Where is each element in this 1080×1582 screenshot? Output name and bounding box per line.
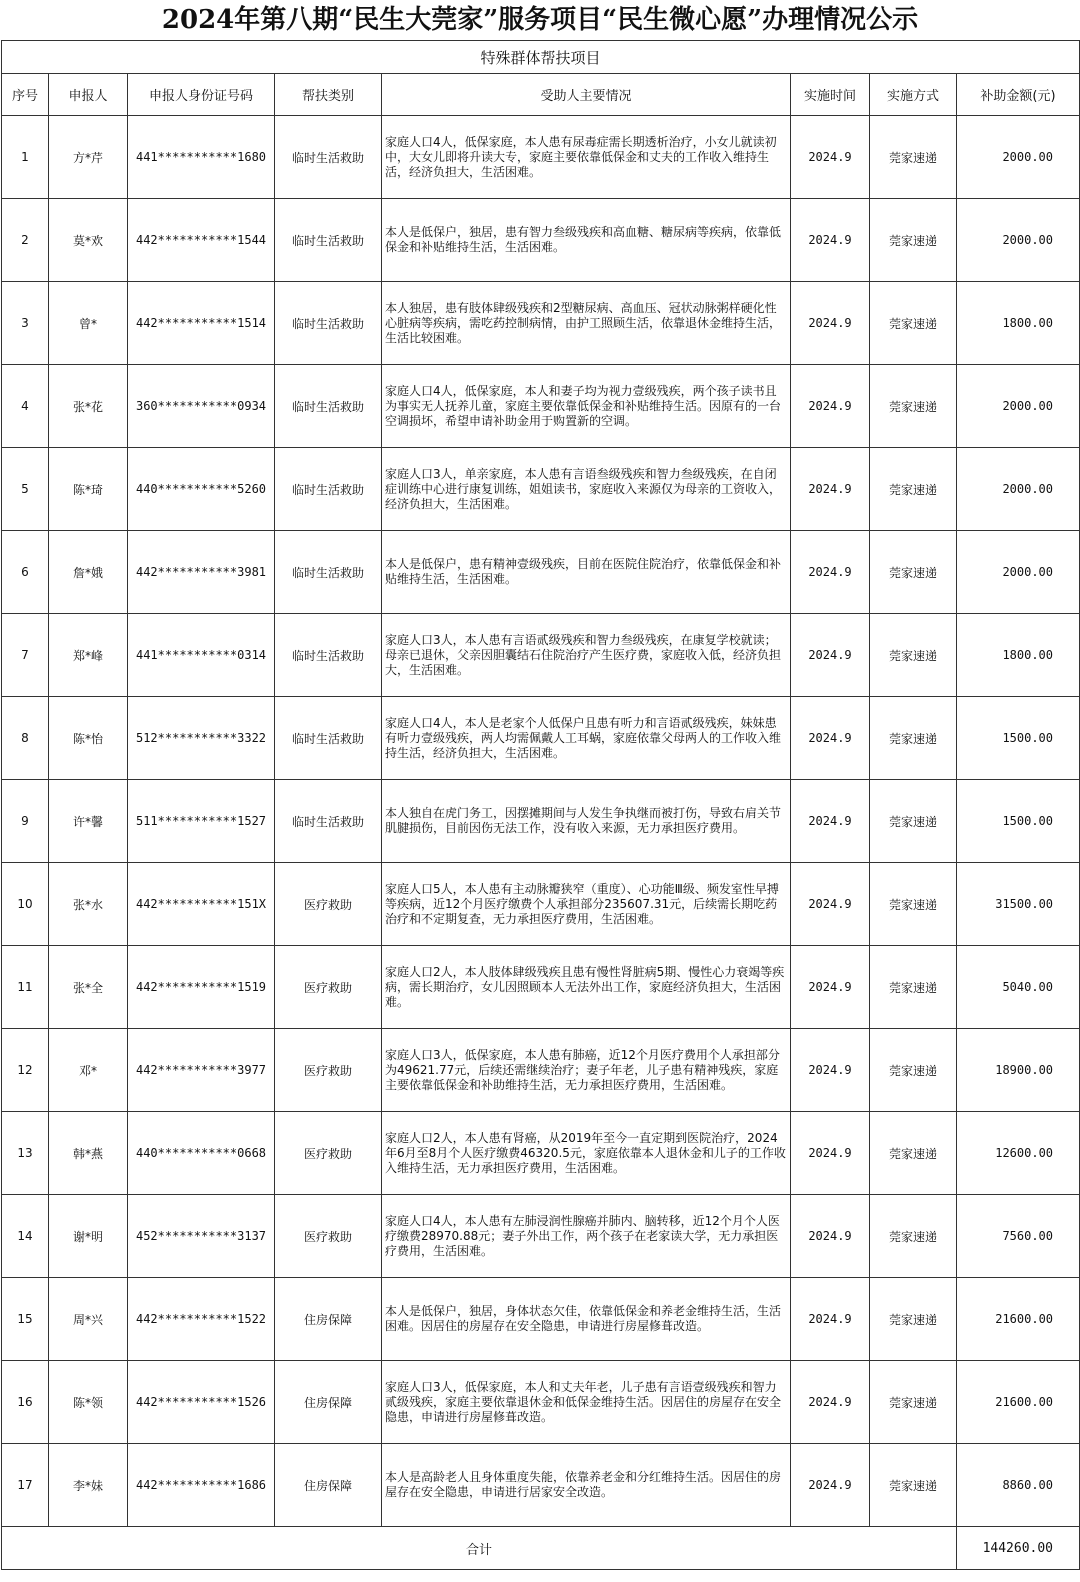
row-applicant: 周*兴 xyxy=(49,1278,128,1361)
row-no: 2 xyxy=(2,199,49,282)
row-situation: 本人独自在虎门务工，因摆摊期间与人发生争执继而被打伤，导致右肩关节肌腱损伤，目前因伤无法工作，没有收入来源，无力承担医疗费用。 xyxy=(382,780,791,863)
table-row xyxy=(2,282,1080,365)
row-method: 莞家速递 xyxy=(870,531,957,614)
table-row xyxy=(2,365,1080,448)
row-amount: 2000.00 xyxy=(957,116,1080,199)
row-time: 2024.9 xyxy=(791,614,870,697)
row-situation: 家庭人口4人，低保家庭，本人和妻子均为视力壹级残疾，两个孩子读书且为事实无人抚养儿童，家庭主要依靠低保金和补贴维持生活。因原有的一台空调损坏，希望申请补助金用于购置新的空调。 xyxy=(382,365,791,448)
row-time: 2024.9 xyxy=(791,1444,870,1527)
row-time: 2024.9 xyxy=(791,448,870,531)
row-applicant: 韩*燕 xyxy=(49,1112,128,1195)
row-situation: 家庭人口4人，低保家庭，本人患有尿毒症需长期透析治疗，小女儿就读初中，大女儿即将升读大专，家庭主要依靠低保金和丈夫的工作收入维持生活，经济负担大，生活困难。 xyxy=(382,116,791,199)
row-time: 2024.9 xyxy=(791,1112,870,1195)
row-no: 5 xyxy=(2,448,49,531)
row-no: 16 xyxy=(2,1361,49,1444)
row-method: 莞家速递 xyxy=(870,116,957,199)
row-applicant: 陈*怡 xyxy=(49,697,128,780)
row-no: 3 xyxy=(2,282,49,365)
row-situation: 家庭人口3人，低保家庭，本人和丈夫年老，儿子患有言语壹级残疾和智力贰级残疾，家庭主要依靠退休金和低保金维持生活。因居住的房屋存在安全隐患，申请进行房屋修葺改造。 xyxy=(382,1361,791,1444)
row-no: 11 xyxy=(2,946,49,1029)
table-row xyxy=(2,946,1080,1029)
header-amount: 补助金额(元) xyxy=(957,74,1080,116)
row-category: 住房保障 xyxy=(275,1361,382,1444)
header-row xyxy=(2,74,1080,116)
row-amount: 1800.00 xyxy=(957,614,1080,697)
row-amount: 21600.00 xyxy=(957,1278,1080,1361)
header-applicant: 申报人 xyxy=(49,74,128,116)
row-situation: 家庭人口3人，低保家庭，本人患有肺癌，近12个月医疗费用个人承担部分为49621.77元，后续还需继续治疗；妻子年老，儿子患有精神残疾，家庭主要依靠低保金和补助维持生活，无力承担医疗费用，生活困难。 xyxy=(382,1029,791,1112)
row-applicant: 曾* xyxy=(49,282,128,365)
row-category: 临时生活救助 xyxy=(275,282,382,365)
row-method: 莞家速递 xyxy=(870,448,957,531)
row-applicant: 陈*领 xyxy=(49,1361,128,1444)
table-row xyxy=(2,531,1080,614)
row-category: 医疗救助 xyxy=(275,863,382,946)
row-situation: 家庭人口4人，本人是老家个人低保户且患有听力和言语贰级残疾，妹妹患有听力壹级残疾，两人均需佩戴人工耳蜗，家庭依靠父母两人的工作收入维持生活，经济负担大，生活困难。 xyxy=(382,697,791,780)
row-amount: 5040.00 xyxy=(957,946,1080,1029)
row-applicant: 陈*琦 xyxy=(49,448,128,531)
row-situation: 本人是低保户，独居，患有智力叁级残疾和高血糖、糖尿病等疾病，依靠低保金和补贴维持生活，生活困难。 xyxy=(382,199,791,282)
row-id-number: 440***********5260 xyxy=(128,448,275,531)
table-row xyxy=(2,199,1080,282)
table-row xyxy=(2,1029,1080,1112)
row-method: 莞家速递 xyxy=(870,199,957,282)
row-amount: 21600.00 xyxy=(957,1361,1080,1444)
row-applicant: 詹*娥 xyxy=(49,531,128,614)
row-amount: 31500.00 xyxy=(957,863,1080,946)
row-category: 临时生活救助 xyxy=(275,199,382,282)
row-method: 莞家速递 xyxy=(870,282,957,365)
row-no: 13 xyxy=(2,1112,49,1195)
table-row xyxy=(2,448,1080,531)
row-situation: 家庭人口2人，本人患有肾癌，从2019年至今一直定期到医院治疗，2024年6月至8月个人医疗缴费46320.5元，家庭依靠本人退休金和儿子的工作收入维持生活，无力承担医疗费用，生活困难。 xyxy=(382,1112,791,1195)
row-situation: 家庭人口4人，本人患有左肺浸润性腺癌并肺内、脑转移，近12个月个人医疗缴费28970.88元；妻子外出工作，两个孩子在老家读大学，无力承担医疗费用，生活困难。 xyxy=(382,1195,791,1278)
row-no: 12 xyxy=(2,1029,49,1112)
row-id-number: 360***********0934 xyxy=(128,365,275,448)
table-row xyxy=(2,1112,1080,1195)
row-id-number: 442***********1544 xyxy=(128,199,275,282)
row-applicant: 张*全 xyxy=(49,946,128,1029)
row-method: 莞家速递 xyxy=(870,1195,957,1278)
row-id-number: 511***********1527 xyxy=(128,780,275,863)
row-id-number: 442***********1514 xyxy=(128,282,275,365)
row-situation: 本人是低保户，患有精神壹级残疾，目前在医院住院治疗，依靠低保金和补贴维持生活，生活困难。 xyxy=(382,531,791,614)
row-method: 莞家速递 xyxy=(870,780,957,863)
row-id-number: 442***********1686 xyxy=(128,1444,275,1527)
row-method: 莞家速递 xyxy=(870,1278,957,1361)
row-method: 莞家速递 xyxy=(870,946,957,1029)
table-row xyxy=(2,780,1080,863)
row-situation: 家庭人口2人，本人肢体肆级残疾且患有慢性肾脏病5期、慢性心力衰竭等疾病，需长期治疗，女儿因照顾本人无法外出工作，家庭经济负担大，生活困难。 xyxy=(382,946,791,1029)
row-applicant: 张*水 xyxy=(49,863,128,946)
row-time: 2024.9 xyxy=(791,697,870,780)
row-amount: 12600.00 xyxy=(957,1112,1080,1195)
header-method: 实施方式 xyxy=(870,74,957,116)
row-no: 14 xyxy=(2,1195,49,1278)
header-id-number: 申报人身份证号码 xyxy=(128,74,275,116)
row-id-number: 452***********3137 xyxy=(128,1195,275,1278)
row-time: 2024.9 xyxy=(791,1195,870,1278)
row-applicant: 方*芹 xyxy=(49,116,128,199)
row-situation: 家庭人口3人，本人患有言语贰级残疾和智力叁级残疾，在康复学校就读；母亲已退休，父亲因胆囊结石住院治疗产生医疗费，家庭收入低，经济负担大，生活困难。 xyxy=(382,614,791,697)
row-time: 2024.9 xyxy=(791,531,870,614)
row-category: 临时生活救助 xyxy=(275,780,382,863)
table-row xyxy=(2,1195,1080,1278)
row-category: 医疗救助 xyxy=(275,1029,382,1112)
table-row xyxy=(2,697,1080,780)
row-category: 临时生活救助 xyxy=(275,116,382,199)
total-row xyxy=(2,1527,1080,1570)
table-row xyxy=(2,1278,1080,1361)
row-applicant: 张*花 xyxy=(49,365,128,448)
row-id-number: 442***********1519 xyxy=(128,946,275,1029)
row-time: 2024.9 xyxy=(791,1278,870,1361)
row-category: 医疗救助 xyxy=(275,1112,382,1195)
row-category: 临时生活救助 xyxy=(275,448,382,531)
row-no: 6 xyxy=(2,531,49,614)
row-category: 临时生活救助 xyxy=(275,365,382,448)
row-no: 15 xyxy=(2,1278,49,1361)
row-id-number: 441***********0314 xyxy=(128,614,275,697)
row-situation: 家庭人口5人，本人患有主动脉瓣狭窄（重度）、心功能Ⅲ级、频发室性早搏等疾病，近12个月医疗缴费个人承担部分235607.31元，后续需长期吃药治疗和不定期复查，无力承担医疗费用，生活困难。 xyxy=(382,863,791,946)
row-applicant: 李*妹 xyxy=(49,1444,128,1527)
row-category: 住房保障 xyxy=(275,1278,382,1361)
row-time: 2024.9 xyxy=(791,863,870,946)
row-applicant: 莫*欢 xyxy=(49,199,128,282)
table-row xyxy=(2,614,1080,697)
row-category: 医疗救助 xyxy=(275,1195,382,1278)
header-time: 实施时间 xyxy=(791,74,870,116)
row-time: 2024.9 xyxy=(791,1361,870,1444)
row-applicant: 邓* xyxy=(49,1029,128,1112)
row-method: 莞家速递 xyxy=(870,1112,957,1195)
total-label: 合计 xyxy=(2,1527,957,1570)
row-no: 10 xyxy=(2,863,49,946)
row-id-number: 440***********0668 xyxy=(128,1112,275,1195)
row-no: 9 xyxy=(2,780,49,863)
row-method: 莞家速递 xyxy=(870,1444,957,1527)
row-amount: 18900.00 xyxy=(957,1029,1080,1112)
row-category: 医疗救助 xyxy=(275,946,382,1029)
row-id-number: 442***********1526 xyxy=(128,1361,275,1444)
section-title: 特殊群体帮扶项目 xyxy=(2,41,1080,74)
row-no: 7 xyxy=(2,614,49,697)
row-category: 临时生活救助 xyxy=(275,697,382,780)
row-id-number: 442***********1522 xyxy=(128,1278,275,1361)
row-applicant: 许*馨 xyxy=(49,780,128,863)
page-title: 2024年第八期“民生大莞家”服务项目“民生微心愿”办理情况公示 xyxy=(161,5,919,35)
row-id-number: 442***********151X xyxy=(128,863,275,946)
row-method: 莞家速递 xyxy=(870,614,957,697)
table-row xyxy=(2,863,1080,946)
row-amount: 1800.00 xyxy=(957,282,1080,365)
row-method: 莞家速递 xyxy=(870,1361,957,1444)
row-method: 莞家速递 xyxy=(870,697,957,780)
row-id-number: 441***********1680 xyxy=(128,116,275,199)
row-category: 住房保障 xyxy=(275,1444,382,1527)
row-time: 2024.9 xyxy=(791,780,870,863)
row-situation: 家庭人口3人，单亲家庭，本人患有言语叁级残疾和智力叁级残疾，在自闭症训练中心进行康复训练，姐姐读书，家庭收入来源仅为母亲的工资收入，经济负担大，生活困难。 xyxy=(382,448,791,531)
header-no: 序号 xyxy=(2,74,49,116)
row-situation: 本人独居，患有肢体肆级残疾和2型糖尿病、高血压、冠状动脉粥样硬化性心脏病等疾病，需吃药控制病情，由护工照顾生活，依靠退休金维持生活，生活比较困难。 xyxy=(382,282,791,365)
row-amount: 7560.00 xyxy=(957,1195,1080,1278)
row-amount: 2000.00 xyxy=(957,448,1080,531)
row-applicant: 谢*明 xyxy=(49,1195,128,1278)
table-row xyxy=(2,116,1080,199)
public-notice-table xyxy=(1,40,1080,1570)
total-amount: 144260.00 xyxy=(957,1527,1080,1570)
row-no: 17 xyxy=(2,1444,49,1527)
row-amount: 2000.00 xyxy=(957,365,1080,448)
row-category: 临时生活救助 xyxy=(275,614,382,697)
row-no: 4 xyxy=(2,365,49,448)
row-time: 2024.9 xyxy=(791,116,870,199)
row-time: 2024.9 xyxy=(791,946,870,1029)
header-category: 帮扶类别 xyxy=(275,74,382,116)
row-time: 2024.9 xyxy=(791,199,870,282)
row-situation: 本人是低保户，独居，身体状态欠佳，依靠低保金和养老金维持生活，生活困难。因居住的房屋存在安全隐患，申请进行房屋修葺改造。 xyxy=(382,1278,791,1361)
row-id-number: 442***********3981 xyxy=(128,531,275,614)
row-no: 1 xyxy=(2,116,49,199)
row-amount: 8860.00 xyxy=(957,1444,1080,1527)
row-applicant: 郑*峰 xyxy=(49,614,128,697)
row-category: 临时生活救助 xyxy=(275,531,382,614)
row-time: 2024.9 xyxy=(791,282,870,365)
row-id-number: 442***********3977 xyxy=(128,1029,275,1112)
row-time: 2024.9 xyxy=(791,365,870,448)
header-situation: 受助人主要情况 xyxy=(382,74,791,116)
row-amount: 1500.00 xyxy=(957,697,1080,780)
row-situation: 本人是高龄老人且身体重度失能，依靠养老金和分红维持生活。因居住的房屋存在安全隐患，申请进行居家安全改造。 xyxy=(382,1444,791,1527)
row-method: 莞家速递 xyxy=(870,1029,957,1112)
row-method: 莞家速递 xyxy=(870,365,957,448)
row-amount: 2000.00 xyxy=(957,199,1080,282)
table-row xyxy=(2,1444,1080,1527)
row-no: 8 xyxy=(2,697,49,780)
row-method: 莞家速递 xyxy=(870,863,957,946)
row-id-number: 512***********3322 xyxy=(128,697,275,780)
row-amount: 1500.00 xyxy=(957,780,1080,863)
row-time: 2024.9 xyxy=(791,1029,870,1112)
table-row xyxy=(2,1361,1080,1444)
row-amount: 2000.00 xyxy=(957,531,1080,614)
